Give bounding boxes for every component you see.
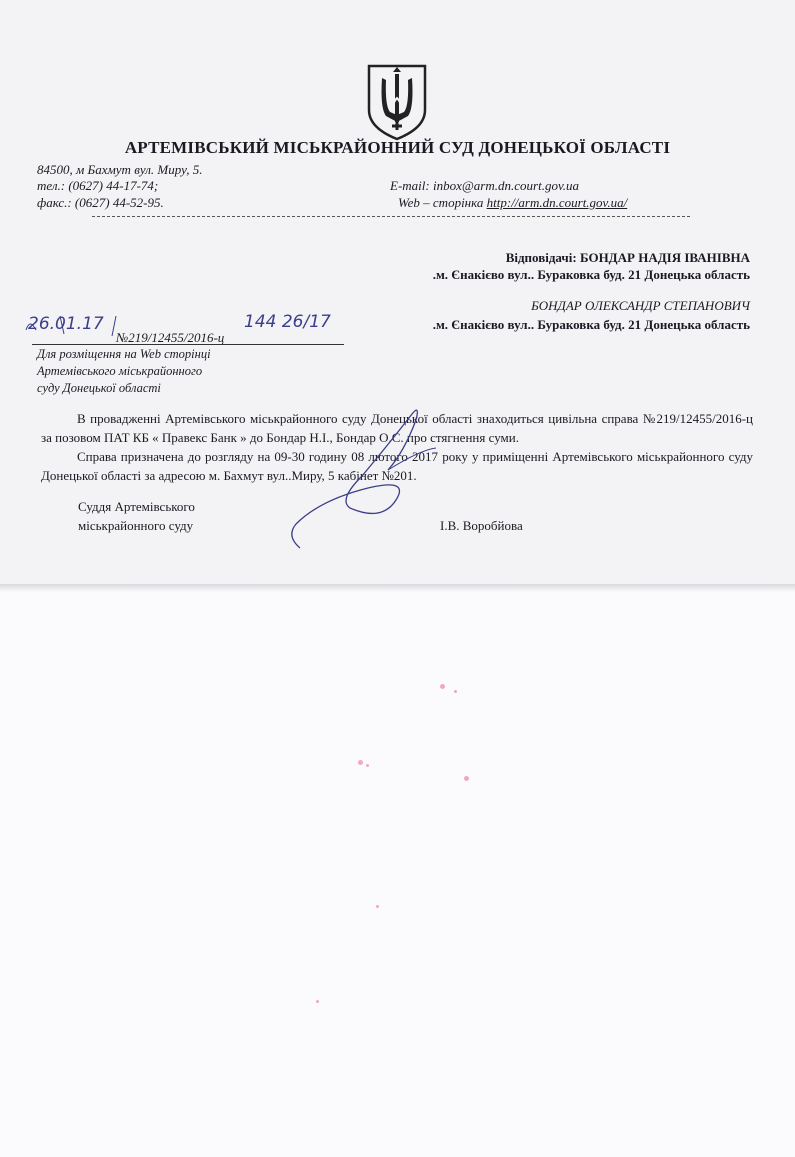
ink-speck: [366, 764, 369, 767]
web-note-line-2: Артемівського міськрайонного: [37, 364, 203, 378]
ink-speck: [464, 776, 469, 781]
judge-position-line-2: міськрайонного суду: [78, 518, 194, 533]
handwritten-date: 26.01.17: [28, 314, 104, 334]
web-label: Web – сторінка: [398, 195, 487, 210]
court-name-heading: АРТЕМІВСЬКИЙ МІСЬКРАЙОННИЙ СУД ДОНЕЦЬКОЇ ОБЛАСТІ: [124, 138, 671, 157]
email-label: E-mail:: [390, 178, 433, 193]
ink-speck: [316, 1000, 319, 1003]
court-address: 84500, м Бахмут вул. Миру, 5.: [37, 162, 203, 177]
web-note-line-3: суду Донецької області: [37, 381, 161, 395]
ink-speck: [376, 905, 379, 908]
respondent-2-address: .м. Єнакієво вул.. Бураковка буд. 21 Донецька область: [432, 317, 750, 332]
email-address[interactable]: inbox@arm.dn.court.gov.ua: [432, 178, 580, 193]
ink-speck: [440, 684, 445, 689]
web-link[interactable]: http://arm.dn.court.gov.ua/: [486, 195, 628, 210]
case-number: №219/12455/2016-ц: [116, 330, 225, 345]
hearing-paragraph: Справа призначена до розгляду на 09-30 годину 08 лютого 2017 року у приміщенні Артемівського міськрайонного суду Донецької області за адресою м. Бахмут вул..Миру, 5 кабінет №201.: [41, 449, 753, 483]
judge-name: І.В. Воробйова: [440, 518, 523, 533]
respondent-2-name: БОНДАР ОЛЕКСАНДР СТЕПАНОВИЧ: [531, 298, 750, 313]
respondent-1-name: БОНДАР НАДІЯ ІВАНІВНА: [579, 250, 750, 265]
case-paragraph: В провадженні Артемівського міськрайонного суду Донецької області знаходиться цивільна справа №219/12455/2016-ц за позовом ПАТ КБ « Правекс Банк » до Бондар Н.І., Бондар О.С. про стягнення суми.: [41, 411, 753, 445]
court-phone: тел.: (0627) 44-17-74;: [37, 178, 159, 193]
handwritten-outgoing-number: 144 26/17: [244, 312, 331, 332]
ink-speck: [454, 690, 457, 693]
court-fax: факс.: (0627) 44-52-95.: [37, 195, 164, 210]
ink-speck: [358, 760, 363, 765]
respondent-1-address: .м. Єнакієво вул.. Бураковка буд. 21 Донецька область: [432, 267, 750, 282]
respondents-label: Відповідачі:: [505, 250, 580, 265]
web-note-line-1: Для розміщення на Web сторінці: [37, 347, 211, 361]
judge-position-line-1: Суддя Артемівського: [78, 499, 195, 514]
